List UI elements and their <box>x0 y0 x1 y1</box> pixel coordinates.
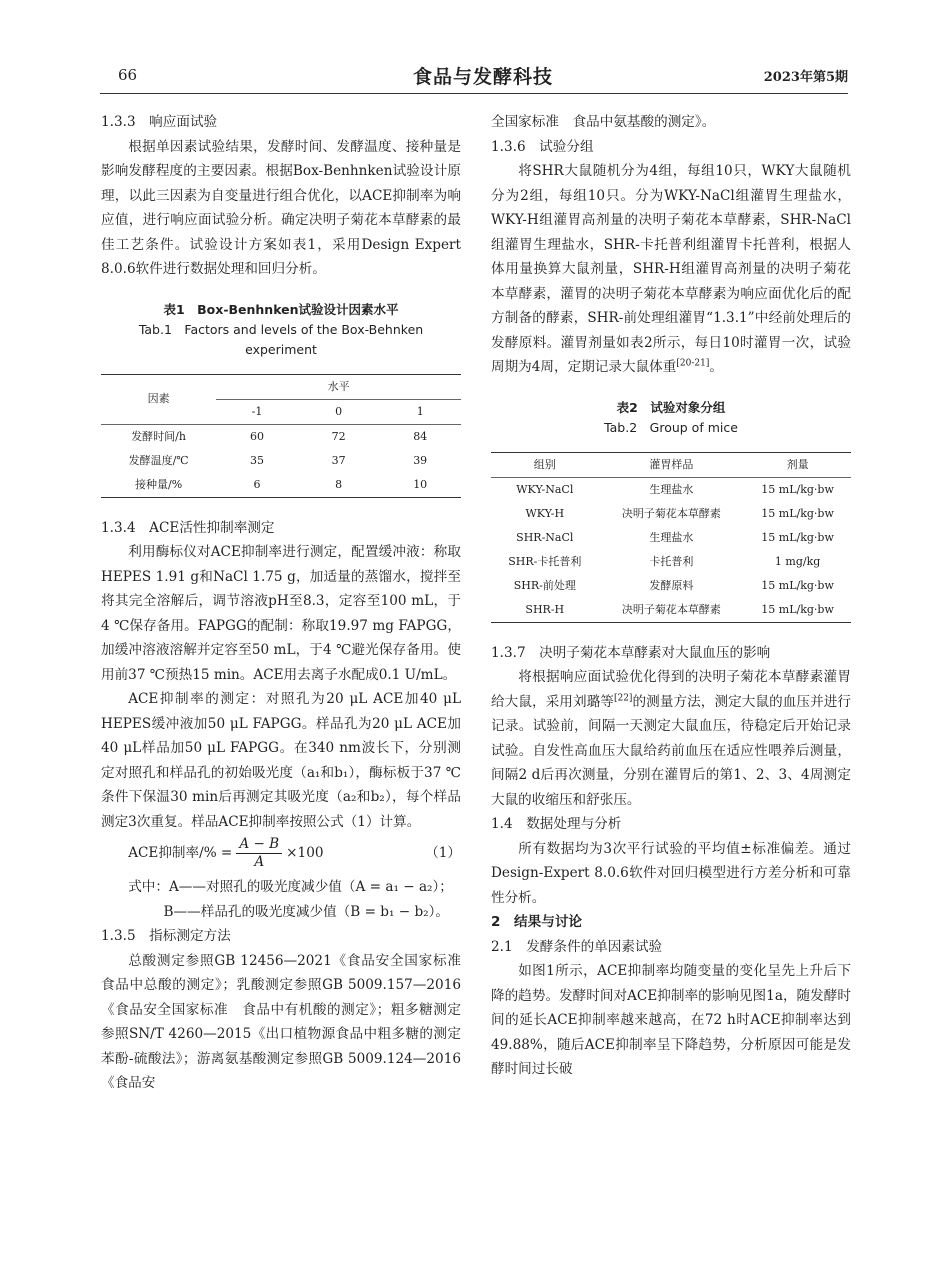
table2-cell: WKY-NaCl <box>516 482 574 496</box>
section-1-3-7-paragraph <box>491 665 851 812</box>
table2-cell: 1 mg/kg <box>774 554 821 568</box>
table2-row <box>491 598 851 623</box>
table1-cell: 84 <box>413 429 428 443</box>
section-1-3-5-title: 1.3.5 指标测定方法 <box>101 928 231 944</box>
table2-cell: 决明子菊花本草酵素 <box>621 506 721 520</box>
table2-cell: SHR-H <box>525 602 565 616</box>
table2-row <box>491 574 851 598</box>
header-rule <box>100 93 848 94</box>
paragraph-end: 。 <box>709 359 723 375</box>
table2-cell: 15 mL/kg·bw <box>761 482 834 496</box>
table2-cell: SHR-前处理 <box>513 578 576 592</box>
section-2-1-title: 2.1 发酵条件的单因素试验 <box>491 938 663 955</box>
table1-header-level: 水平 <box>216 374 461 399</box>
continued-text: 全国家标准 食品中氨基酸的测定》。 <box>491 114 716 130</box>
section-1-3-7-title: 1.3.7 决明子菊花本草酵素对大鼠血压的影响 <box>491 644 771 661</box>
page-number: 66 <box>118 66 138 84</box>
section-1-3-5-paragraph: 总酸测定参照GB 12456—2021《食品安全国家标准 食品中总酸的测定》；乳酸测定参照GB 5009.157—2016《食品安全国家标准 食品中有机酸的测定》；粗多糖测定参照SN/T 4260—2015《出口植物源食品中粗多糖的测定 苯酚-硫酸法》；游离氨基酸测定参照GB 5009.124—2016《食品安 <box>101 952 475 1091</box>
table1-cell: 37 <box>331 453 346 467</box>
table2-caption-cn: 表2 试验对象分组 <box>616 399 726 415</box>
formula-lhs: ACE抑制率/% = <box>128 845 233 862</box>
formula-number: （1） <box>425 845 461 862</box>
table2-cell: 15 mL/kg·bw <box>761 506 834 520</box>
table2-header: 组别 <box>533 457 556 471</box>
table2-cell: 15 mL/kg·bw <box>761 578 834 592</box>
citation: [22] <box>613 692 633 703</box>
section-1-3-4-paragraph-2: ACE抑制率的测定：对照孔为20 μL ACE加40 μL HEPES缓冲液加50 μL FAPGG。样品孔为20 μL ACE加40 μL样品加50 μL FAPGG。在340 nm波长下，分别测定对照孔和样品孔的初始吸光度（a₁和b₁），酶标板于37 ℃条件下保温30 min后再测定其吸光度（a₂和b₂），每个样品测定3次重复。样品ACE抑制率按照公式（1）计算。 <box>101 691 461 830</box>
table2-cell: 15 mL/kg·bw <box>761 530 834 544</box>
definition-b: B——样品孔的吸光度减少值（B = b₁ − b₂）。 <box>163 903 449 920</box>
table2-caption-en: Tab.2 Group of mice <box>604 419 738 435</box>
right-column <box>491 110 851 1082</box>
table2 <box>491 452 851 623</box>
table2-cell: 决明子菊花本草酵素 <box>621 602 721 616</box>
table2-cell: 生理盐水 <box>649 482 694 496</box>
section-1-4-title: 1.4 数据处理与分析 <box>491 816 622 832</box>
table1-level: 0 <box>335 404 343 418</box>
table2-cell: SHR-卡托普利 <box>508 554 582 568</box>
table2-header: 灌胃样品 <box>649 457 694 471</box>
table1-cell: 60 <box>249 429 264 443</box>
table1 <box>101 374 461 498</box>
section-1-3-3-paragraph: 根据单因素试验结果，发酵时间、发酵温度、接种量是影响发酵程度的主要因素。根据Box-Benhnken试验设计原理，以此三因素为自变量进行组合优化，以ACE抑制率为响应值，进行响应面试验分析。确定决明子菊花本草酵素的最佳工艺条件。试验设计方案如表1，采用Design Expert 8.0.6软件进行数据处理和回归分析。 <box>101 138 461 277</box>
table1-cell: 39 <box>413 453 428 467</box>
table1-cell: 接种量/% <box>135 477 183 491</box>
table1-caption <box>101 300 461 360</box>
section-2-title: 2 结果与讨论 <box>491 914 583 930</box>
formula-fraction <box>236 836 282 871</box>
left-column <box>101 110 475 1096</box>
formula-denominator: A <box>254 854 265 870</box>
table2-cell: 生理盐水 <box>649 530 694 544</box>
table1-caption-en: Tab.1 Factors and levels of the Box-Behnken experiment <box>138 321 424 357</box>
section-1-3-3-title: 1.3.3 响应面试验 <box>101 114 218 130</box>
table1-row <box>101 473 461 498</box>
table1-cell: 发酵温度/℃ <box>128 453 189 467</box>
table2-row <box>491 526 851 550</box>
table1-cell: 72 <box>331 429 346 443</box>
table2-cell: WKY-H <box>525 506 565 520</box>
section-1-3-4-title: 1.3.4 ACE活性抑制率测定 <box>101 519 275 536</box>
paragraph-text: 将SHR大鼠随机分为4组，每组10只，WKY大鼠随机分为2组，每组10只。分为WKY-NaCl组灌胃生理盐水，WKY-H组灌胃高剂量的决明子菊花本草酵素，SHR-NaCl组灌胃生理盐水，SHR-卡托普利组灌胃卡托普利，根据人体用量换算大鼠剂量，SHR-H组灌胃高剂量的决明子菊花本草酵素，灌胃的决明子菊花本草酵素为响应面优化后的配方制备的酵素，SHR-前处理组灌胃“1.3.1”中经前处理后的发酵原料。灌胃剂量如表2所示，每日10时灌胃一次，试验周期为4周，定期记录大鼠体重 <box>491 163 851 375</box>
paragraph-text: 的测量方法，测定大鼠的血压并进行记录。试验前，间隔一天测定大鼠血压，待稳定后开始记录试验。自发性高血压大鼠给药前血压在适应性喂养后测量，间隔2 d后再次测量，分别在灌胃后的第1、2、3、4周测定大鼠的收缩压和舒张压。 <box>491 693 852 808</box>
section-1-3-6-title: 1.3.6 试验分组 <box>491 138 594 155</box>
table1-cell: 发酵时间/h <box>131 429 186 443</box>
issue-label: 2023年第5期 <box>763 70 848 85</box>
paragraph-text: 将根据响应面试验优化得到的决明子菊花本草酵素灌胃给大鼠，采用刘璐等 <box>491 669 851 710</box>
table1-cell: 10 <box>413 477 428 491</box>
table2-cell: 发酵原料 <box>649 578 694 592</box>
formula-numerator: A − B <box>236 836 282 854</box>
table1-row <box>101 424 461 449</box>
definition-a: 式中：A——对照孔的吸光度减少值（A = a₁ − a₂）； <box>128 879 453 895</box>
section-1-3-6-paragraph <box>491 159 851 380</box>
table2-cell: 卡托普利 <box>649 554 694 568</box>
table1-level: 1 <box>416 404 424 418</box>
section-1-4-paragraph: 所有数据均为3次平行试验的平均值±标准偏差。通过Design-Expert 8.0.6软件对回归模型进行方差分析和可靠性分析。 <box>491 840 851 906</box>
table2-row <box>491 550 851 574</box>
formula-tail: ×100 <box>286 845 324 862</box>
section-1-3-4-paragraph-1: 利用酶标仪对ACE抑制率进行测定，配置缓冲液：称取HEPES 1.91 g和NaCl 1.75 g，加适量的蒸馏水，搅拌至将其完全溶解后，调节溶液pH至8.3，定容至100 mL，于4 ℃保存备用。FAPGG的配制：称取19.97 mg FAPGG，加缓冲溶液溶解并定容至50 mL，于4 ℃避光保存备用。使用前37 ℃预热15 min。ACE用去离子水配成0.1 U/mL。 <box>101 544 461 683</box>
table1-row <box>101 449 461 473</box>
table2-caption <box>491 398 851 438</box>
table2-cell: SHR-NaCl <box>516 530 574 544</box>
formula-1 <box>101 836 461 871</box>
table1-level: -1 <box>251 404 263 418</box>
table1-cell: 8 <box>335 477 343 491</box>
table2-row <box>491 477 851 502</box>
table1-cell: 35 <box>249 453 264 467</box>
table2-cell: 15 mL/kg·bw <box>761 602 834 616</box>
journal-title: 食品与发酵科技 <box>412 66 553 88</box>
table1-cell: 6 <box>253 477 261 491</box>
table1-caption-cn: 表1 Box-Benhnken试验设计因素水平 <box>163 301 399 317</box>
table2-row <box>491 502 851 526</box>
section-2-1-paragraph: 如图1所示，ACE抑制率均随变量的变化呈先上升后下降的趋势。发酵时间对ACE抑制率的影响见图1a，随发酵时间的延长ACE抑制率越来越高，在72 h时ACE抑制率达到49.88%，随后ACE抑制率呈下降趋势，分析原因可能是发酵时间过长破 <box>491 963 851 1077</box>
table2-header: 剂量 <box>786 457 809 471</box>
citation: [20-21] <box>676 358 710 369</box>
table1-header-factor: 因素 <box>147 392 170 405</box>
page-header <box>118 60 848 90</box>
